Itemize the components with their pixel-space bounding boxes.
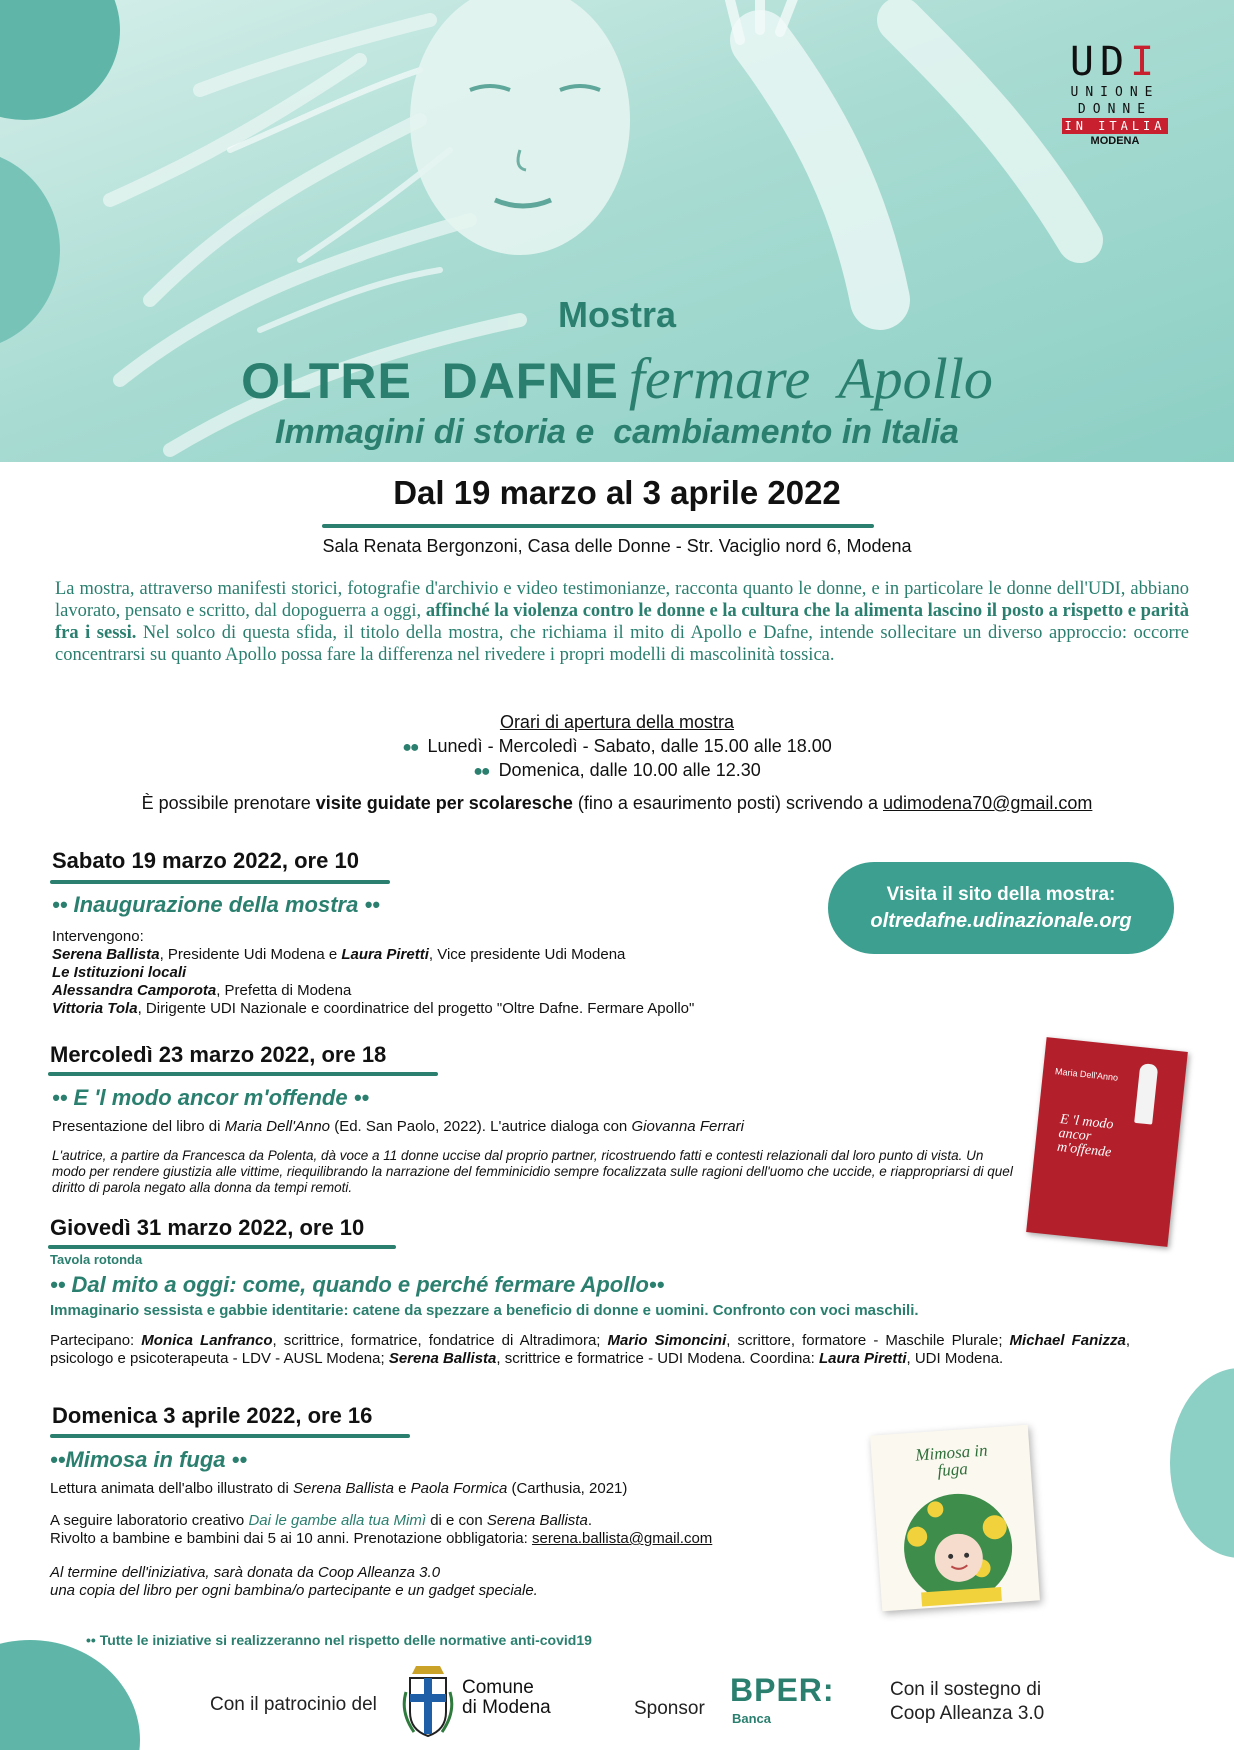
bper-logo: BPER: — [730, 1672, 835, 1708]
figure-illustration — [1134, 1063, 1158, 1125]
visit-site-button[interactable]: Visita il sito della mostra: oltredafne.udinazionale.org — [828, 862, 1174, 954]
event-date: Sabato 19 marzo 2022, ore 10 — [52, 848, 359, 873]
event-date: Mercoledì 23 marzo 2022, ore 18 — [50, 1042, 387, 1067]
hours-title: Orari di apertura della mostra — [499, 712, 735, 732]
event-title: •• Dal mito a oggi: come, quando e perché fermare Apollo•• — [50, 1272, 665, 1297]
hero-banner — [0, 0, 1234, 462]
booking-note: È possibile prenotare visite guidate per scolaresche (fino a esaurimento posti) scrivendo a udimodena70@gmail.com — [141, 793, 1093, 813]
workshop-email-link[interactable]: serena.ballista@gmail.com — [531, 1530, 713, 1547]
book-cover-mimosa: Mimosa in fuga — [870, 1425, 1040, 1612]
exhibition-title — [0, 345, 1234, 412]
modena-crest-icon — [402, 1662, 454, 1740]
divider — [50, 1434, 410, 1438]
event-kicker: Tavola rotonda — [50, 1252, 143, 1267]
event-participants: Partecipano: Monica Lanfranco, scrittrice, formatrice, fondatrice di Altradimora; Mario Simoncini, scrittore, formatore - Maschile Plurale; Michael Fanizza, psicologo e psicoterapeuta - LDV - AUSL Modena; Serena Ballista, scrittrice e formatrice - UDI Modena. Coordina: Laura Piretti, UDI Modena. — [50, 1332, 1130, 1367]
event-gift-note: Al termine dell'iniziativa, sarà donata da Coop Alleanza 3.0 una copia del libro per ogni bambina/o partecipante e un gadget speciale. — [50, 1564, 538, 1599]
bper-sub: Banca — [732, 1711, 772, 1726]
decor-circle-right — [1170, 1368, 1234, 1558]
hours-sunday: ●● Domenica, dalle 10.00 alle 12.30 — [473, 760, 761, 780]
divider — [48, 1072, 438, 1076]
event-date: Domenica 3 aprile 2022, ore 16 — [52, 1403, 373, 1428]
divider — [50, 880, 390, 884]
event-title: •• Inaugurazione della mostra •• — [52, 892, 380, 917]
support-label: Con il sostegno di Coop Alleanza 3.0 — [890, 1679, 1045, 1724]
bullet-dots-icon: ●● — [473, 763, 489, 780]
divider — [48, 1245, 396, 1249]
hours-weekdays: ●● Lunedì - Mercoledì - Sabato, dalle 15.00 alle 18.00 — [402, 736, 832, 756]
booking-email-link[interactable]: udimodena70@gmail.com — [883, 793, 1093, 813]
exhibition-subtitle: Immagini di storia e cambiamento in Italia — [275, 413, 959, 451]
event-subtitle: Immaginario sessista e gabbie identitarie: catene da spezzare a beneficio di donne e uomini. Confronto con voci maschili. — [50, 1302, 919, 1319]
event-date: Giovedì 31 marzo 2022, ore 10 — [50, 1215, 365, 1240]
covid-note: •• Tutte le iniziative si realizzeranno nel rispetto delle normative anti-covid19 — [86, 1632, 592, 1648]
event-workshop: A seguire laboratorio creativo Dai le gambe alla tua Mimì di e con Serena Ballista. Rivolto a bambine e bambini dai 5 ai 10 anni. Prenotazione obbligatoria: serena.ballista@gmail.com — [50, 1512, 713, 1547]
udi-logo: UDI UNIONE DONNE IN ITALIA MODENA — [1062, 40, 1168, 149]
title-italic: fermare Apollo — [628, 346, 993, 411]
exhibition-dates: Dal 19 marzo al 3 aprile 2022 — [393, 474, 841, 511]
patronage-label: Con il patrocinio del — [210, 1694, 377, 1715]
decor-circle-bottom-left — [0, 1640, 140, 1750]
title-bold: OLTRE DAFNE — [241, 353, 619, 409]
event-title: •• E 'l modo ancor m'offende •• — [52, 1085, 370, 1110]
event-note: L'autrice, a partire da Francesca da Polenta, dà voce a 11 donne uccise dal proprio partner, ricostruendo fatti e contesti relazionali dal loro punto di vista. Un modo per rendere giustizia alle vittime, riequilibrando la narrazione del femminicidio sempre focalizzata sulle ragioni dell'uomo che uccide, e riappropriarsi di quel diritto di parola negato alla donna da tempi remoti. — [52, 1148, 1013, 1195]
sponsor-label: Sponsor — [634, 1698, 705, 1719]
venue: Sala Renata Bergonzoni, Casa delle Donne - Str. Vaciglio nord 6, Modena — [322, 536, 912, 556]
book-cover-modo-ancor: Maria Dell'Anno E 'l modo ancor m'offende — [1026, 1037, 1188, 1247]
event-reading: Lettura animata dell'albo illustrato di Serena Ballista e Paola Formica (Carthusia, 2021) — [50, 1480, 628, 1497]
kicker-mostra: Mostra — [557, 294, 677, 335]
event-description: Presentazione del libro di Maria Dell'Anno (Ed. San Paolo, 2022). L'autrice dialoga con Giovanna Ferrari — [52, 1118, 744, 1135]
event-title: ••Mimosa in fuga •• — [50, 1447, 248, 1472]
divider — [322, 524, 874, 528]
intro-paragraph: La mostra, attraverso manifesti storici, fotografie d'archivio e video testimonianze, racconta quanto le donne, e in particolare le donne dell'UDI, abbiano lavorato, pensato e scritto, dal dopoguerra a oggi, affinché la violenza contro le donne e la cultura che la alimenta lascino il posto a rispetto e parità fra i sessi. Nel solco di questa sfida, il titolo della mostra, che richiama il mito di Apollo e Dafne, intende sollecitare un diverso approccio: occorre concentrarsi su quanto Apollo possa fare la differenza nel rivedere i propri modelli di mascolinità tossica. — [55, 579, 1189, 665]
bullet-dots-icon: ●● — [402, 739, 418, 756]
event-speakers: Intervengono: Serena Ballista, Presidente Udi Modena e Laura Piretti, Vice presidente Udi Modena Le Istituzioni locali Alessandra Camporota, Prefetta di Modena Vittoria Tola, Dirigente UDI Nazionale e coordinatrice del progetto "Oltre Dafne. Fermare Apollo" — [52, 928, 695, 1017]
comune-name: Comune di Modena — [462, 1677, 551, 1718]
